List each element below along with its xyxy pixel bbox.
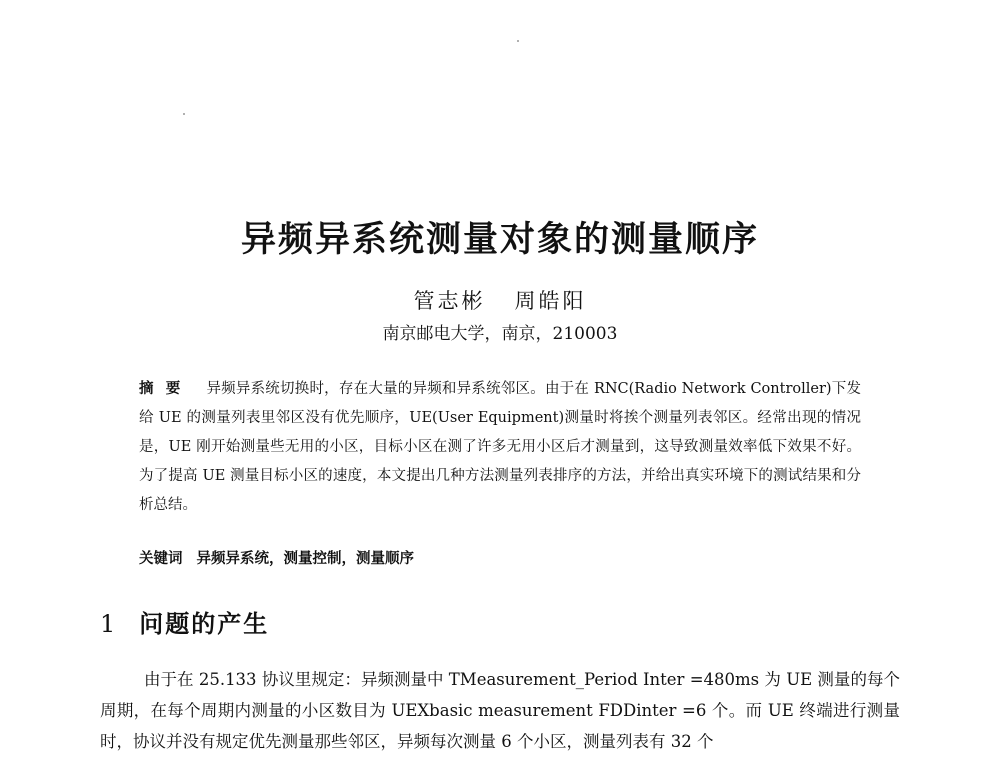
authors: 管志彬 周皓阳 [413,289,587,313]
abstract [139,375,861,520]
keywords [139,547,861,568]
keywords-label: 关键词 [139,551,183,567]
scan-speck [183,113,185,115]
paper-title: 异频异系统测量对象的测量顺序 [240,220,759,260]
scan-speck [517,40,519,42]
body-paragraph: 由于在 25.133 协议里规定：异频测量中 TMeasurement_Period Inter =480ms 为 UE 测量的每个周期，在每个周期内测量的小区数目为 UEXbasic measurement FDDinter =6 个。而 UE 终端进行测量时，协议并没有规定优先测量那些邻区，异频每次测量 6 个小区，测量列表有 32 个 [100,670,900,751]
abstract-label: 摘要 [139,381,193,397]
section-heading [100,604,269,639]
abstract-text: 异频异系统切换时，存在大量的异频和异系统邻区。由于在 RNC(Radio Network Controller)下发给 UE 的测量列表里邻区没有优先顺序，UE(User Equipment)测量时将挨个测量列表邻区。经常出现的情况是，UE 刚开始测量些无用的小区，目标小区在测了许多无用小区后才测量到，这导致测量效率低下效果不好。为了提高 UE 测量目标小区的速度，本文提出几种方法测量列表排序的方法，并给出真实环境下的测试结果和分析总结。 [139,381,861,513]
keywords-text: 异频异系统，测量控制，测量顺序 [196,551,414,567]
affiliation: 南京邮电大学，南京，210003 [382,324,618,344]
body-text [100,664,900,757]
section-number: 1 [100,610,116,638]
section-title: 问题的产生 [139,610,270,638]
